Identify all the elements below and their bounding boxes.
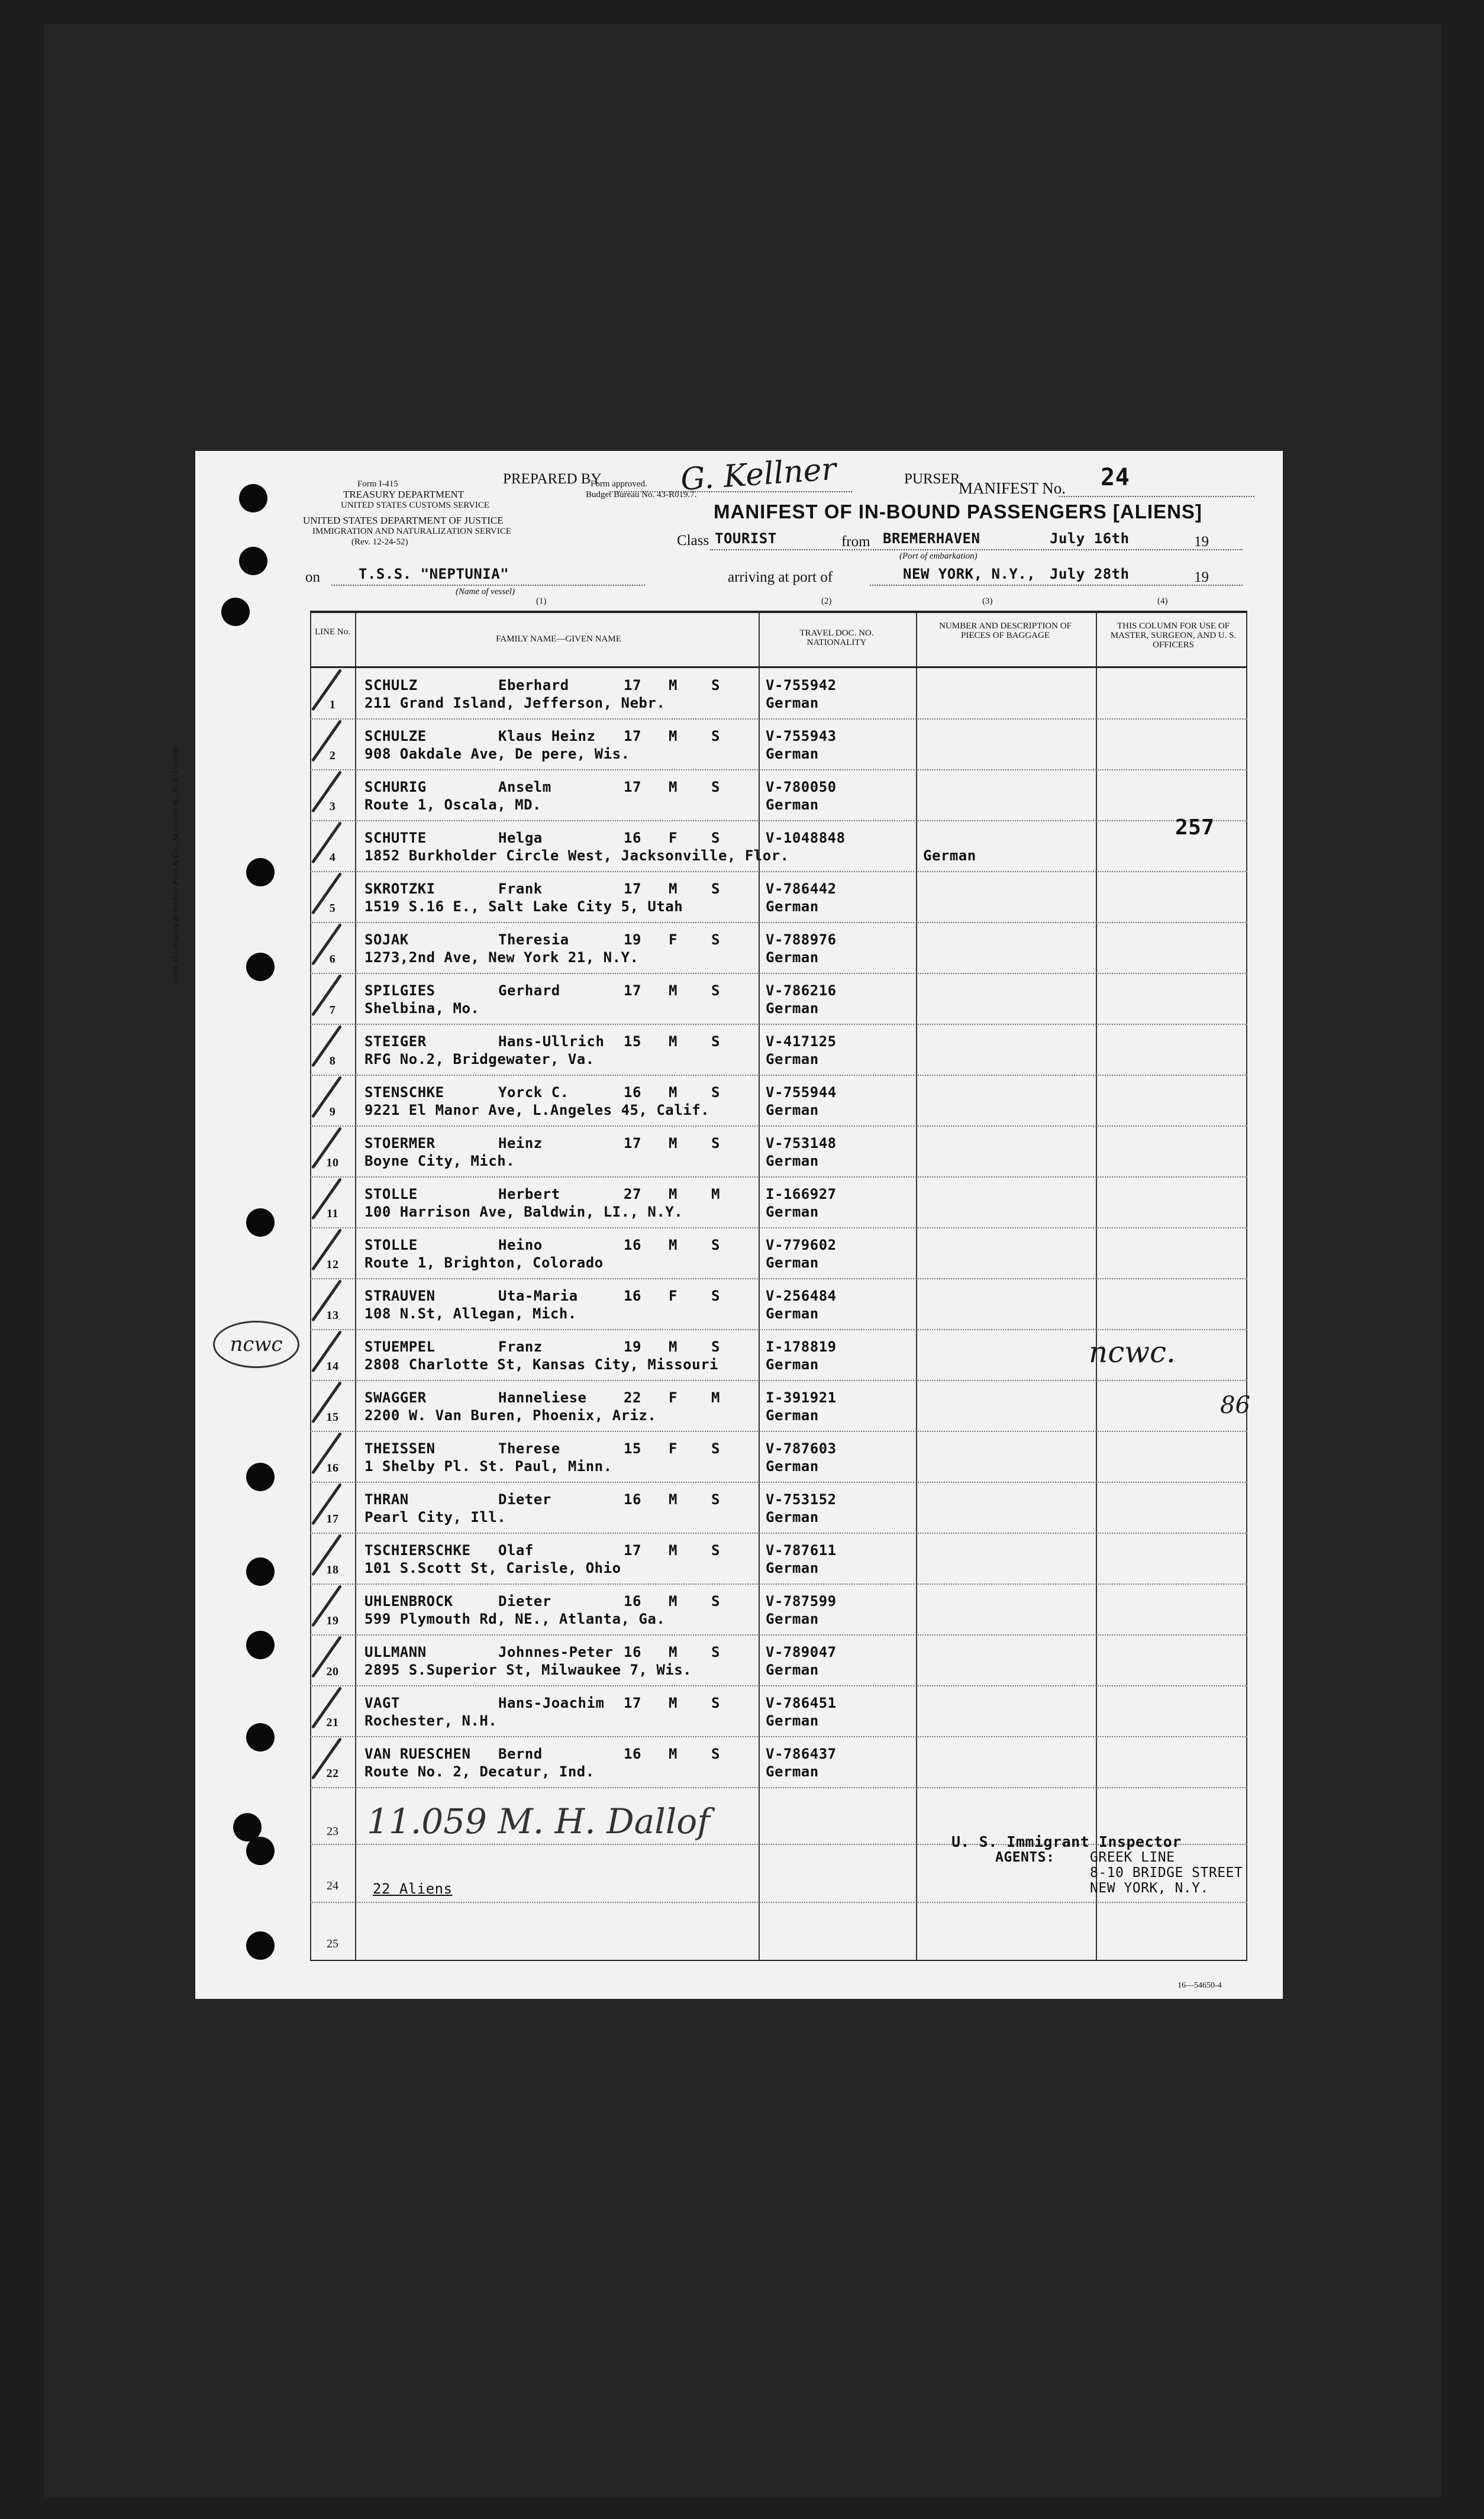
given-name: Therese [498, 1440, 560, 1457]
nationality: German [766, 1102, 819, 1118]
family-name: UHLENBROCK [364, 1593, 453, 1610]
address: RFG No.2, Bridgewater, Va. [364, 1051, 595, 1067]
punch-hole [221, 598, 250, 626]
table-row [310, 769, 1247, 821]
line-number: 18 [326, 1563, 339, 1576]
travel-doc-number: V-786451 [766, 1695, 837, 1711]
travel-doc-number: V-786442 [766, 880, 837, 897]
age: 17 [624, 1542, 641, 1559]
family-name: STOLLE [364, 1186, 418, 1202]
sex: M [669, 1491, 678, 1508]
table-row [310, 1380, 1247, 1432]
arrival-date: July 28th [1050, 566, 1130, 582]
marital-status: S [711, 1542, 720, 1559]
sex: M [669, 779, 678, 795]
marital-status: S [711, 1084, 720, 1101]
port-embark-caption: (Port of embarkation) [899, 551, 977, 561]
from-label: from [841, 534, 870, 550]
nationality: German [766, 695, 819, 711]
travel-doc-number: V-755942 [766, 677, 837, 694]
agent-line-2: 8-10 BRIDGE STREET [1090, 1865, 1243, 1881]
table-row [310, 1736, 1247, 1788]
age: 17 [624, 728, 641, 744]
address: 2200 W. Van Buren, Phoenix, Ariz. [364, 1407, 657, 1424]
marital-status: M [711, 1186, 720, 1202]
line-number: 23 [327, 1825, 338, 1838]
punch-hole [246, 1723, 275, 1752]
travel-doc-number: V-787599 [766, 1593, 837, 1610]
address: 1519 S.16 E., Salt Lake City 5, Utah [364, 898, 683, 915]
nationality: German [766, 1000, 819, 1017]
line-number: 11 [327, 1207, 338, 1220]
arrival-port: NEW YORK, N.Y., [903, 566, 1036, 582]
line-number: 22 [326, 1767, 339, 1780]
nationality: German [923, 847, 976, 864]
given-name: Johnnes-Peter [498, 1644, 614, 1660]
age: 27 [624, 1186, 641, 1202]
table-row [310, 922, 1247, 974]
agent-line-3: NEW YORK, N.Y. [1090, 1881, 1209, 1896]
line-number: 6 [329, 953, 336, 966]
sex: F [669, 1440, 678, 1457]
age: 17 [624, 1695, 641, 1711]
col-number-4: (4) [1157, 596, 1168, 606]
line-number: 25 [327, 1937, 338, 1950]
punch-hole [246, 1463, 275, 1491]
footer-code: 16—54650-4 [1177, 1981, 1222, 1990]
given-name: Franz [498, 1338, 543, 1355]
family-name: SCHURIG [364, 779, 427, 795]
marital-status: S [711, 1237, 720, 1253]
address: Rochester, N.H. [364, 1712, 498, 1729]
nationality: German [766, 1662, 819, 1678]
given-name: Gerhard [498, 982, 560, 999]
travel-doc-number: V-787611 [766, 1542, 837, 1559]
age: 22 [624, 1389, 641, 1406]
stamp-257: 257 [1175, 815, 1215, 840]
address: 108 N.St, Allegan, Mich. [364, 1305, 577, 1322]
nationality: German [766, 1254, 819, 1271]
address: 100 Harrison Ave, Baldwin, LI., N.Y. [364, 1204, 683, 1220]
travel-doc-number: I-391921 [766, 1389, 837, 1406]
header-officers: THIS COLUMN FOR USE OF MASTER, SURGEON, AND U. S. OFFICERS [1110, 621, 1237, 650]
line-number: 24 [327, 1879, 338, 1892]
sex: M [669, 1746, 678, 1762]
sex: M [669, 880, 678, 897]
nationality: German [766, 1356, 819, 1373]
header-line-no: LINE No. [315, 627, 350, 637]
punch-hole [246, 1631, 275, 1659]
travel-doc-number: V-753148 [766, 1135, 837, 1152]
year-19-a: 19 [1194, 534, 1209, 550]
family-name: ULLMANN [364, 1644, 427, 1660]
age: 17 [624, 1135, 641, 1152]
table-row [310, 1278, 1247, 1330]
age: 17 [624, 982, 641, 999]
departure-date: July 16th [1050, 530, 1130, 547]
table-row [310, 718, 1247, 770]
rev-line: (Rev. 12-24-52) [351, 537, 408, 547]
nationality: German [766, 1560, 819, 1576]
header-travel-doc: TRAVEL DOC. NO. NATIONALITY [799, 628, 874, 647]
manifest-line [1059, 496, 1254, 497]
sex: F [669, 931, 678, 948]
given-name: Anselm [498, 779, 551, 795]
travel-doc-number: V-755943 [766, 728, 837, 744]
given-name: Theresia [498, 931, 569, 948]
address: Route 1, Oscala, MD. [364, 796, 541, 813]
given-name: Hans-Joachim [498, 1695, 605, 1711]
line-number: 21 [326, 1716, 339, 1729]
table-row [310, 820, 1247, 872]
sex: M [669, 1237, 678, 1253]
sex: M [669, 1338, 678, 1355]
punch-hole [246, 1931, 275, 1960]
punch-hole [246, 1208, 275, 1237]
marital-status: S [711, 1033, 720, 1050]
table-row [310, 1533, 1247, 1585]
punch-hole [246, 953, 275, 981]
family-name: THRAN [364, 1491, 409, 1508]
given-name: Hans-Ullrich [498, 1033, 605, 1050]
given-name: Heino [498, 1237, 543, 1253]
age: 15 [624, 1440, 641, 1457]
nationality: German [766, 1712, 819, 1729]
travel-doc-number: V-789047 [766, 1644, 837, 1660]
age: 16 [624, 1644, 641, 1660]
customs-line: UNITED STATES CUSTOMS SERVICE [341, 501, 490, 510]
address: 2808 Charlotte St, Kansas City, Missouri [364, 1356, 718, 1373]
punch-hole [246, 1557, 275, 1586]
nationality: German [766, 949, 819, 966]
age: 17 [624, 880, 641, 897]
sex: M [669, 728, 678, 744]
table-row [310, 667, 1247, 720]
given-name: Bernd [498, 1746, 543, 1762]
address: Shelbina, Mo. [364, 1000, 480, 1017]
age: 19 [624, 1338, 641, 1355]
age: 19 [624, 931, 641, 948]
travel-doc-number: V-788976 [766, 931, 837, 948]
line-number: 17 [326, 1512, 339, 1525]
table-row [310, 1431, 1247, 1483]
form-approved: Form approved. [591, 479, 647, 489]
ins-line: IMMIGRATION AND NATURALIZATION SERVICE [312, 527, 511, 536]
given-name: Herbert [498, 1186, 560, 1202]
manifest-sheet [172, 451, 1283, 1999]
marital-status: S [711, 677, 720, 694]
marital-status: S [711, 1135, 720, 1152]
family-name: TSCHIERSCHKE [364, 1542, 471, 1559]
marital-status: S [711, 1491, 720, 1508]
table-header [310, 613, 1247, 668]
punch-hole [239, 484, 267, 512]
travel-doc-number: V-753152 [766, 1491, 837, 1508]
line-number: 10 [326, 1156, 339, 1169]
table-row [310, 1685, 1247, 1737]
inspector-label: U. S. Immigrant Inspector [951, 1833, 1182, 1850]
nationality: German [766, 746, 819, 762]
agent-line-1: GREEK LINE [1090, 1850, 1175, 1865]
age: 16 [624, 1237, 641, 1253]
family-name: SCHULZ [364, 677, 418, 694]
passenger-rows [310, 667, 1247, 1787]
nationality: German [766, 1305, 819, 1322]
header-name: FAMILY NAME—GIVEN NAME [496, 634, 621, 644]
note-86: 86 [1220, 1392, 1250, 1419]
vessel-line [331, 585, 645, 586]
table-row [310, 973, 1247, 1025]
travel-doc-number: I-178819 [766, 1338, 837, 1355]
given-name: Helga [498, 830, 543, 846]
arriving-label: arriving at port of [728, 569, 833, 585]
family-name: SCHULZE [364, 728, 427, 744]
line-number: 13 [326, 1309, 339, 1322]
agents-label: AGENTS: [995, 1850, 1055, 1865]
travel-doc-number: V-755944 [766, 1084, 837, 1101]
col-number-2: (2) [821, 596, 832, 606]
sex: F [669, 1288, 678, 1304]
marital-status: S [711, 728, 720, 744]
nationality: German [766, 1611, 819, 1627]
justice-line: UNITED STATES DEPARTMENT OF JUSTICE [303, 515, 504, 526]
manifest-table [310, 611, 1247, 1961]
sex: M [669, 1695, 678, 1711]
class-line [710, 549, 1243, 550]
nationality: German [766, 1204, 819, 1220]
marital-status: S [711, 1644, 720, 1660]
family-name: STUEMPEL [364, 1338, 435, 1355]
table-row [310, 871, 1247, 923]
given-name: Eberhard [498, 677, 569, 694]
class-label: Class [677, 533, 709, 549]
marital-status: S [711, 1695, 720, 1711]
marital-status: S [711, 1338, 720, 1355]
marital-status: S [711, 1746, 720, 1762]
age: 16 [624, 1593, 641, 1610]
col-number-3: (3) [982, 596, 993, 606]
table-row [310, 1024, 1247, 1076]
arrival-line [870, 585, 1243, 586]
family-name: SCHUTTE [364, 830, 427, 846]
table-row [310, 1227, 1247, 1279]
nationality: German [766, 1407, 819, 1424]
age: 16 [624, 1084, 641, 1101]
line-number: 3 [329, 800, 336, 813]
travel-doc-number: V-786437 [766, 1746, 837, 1762]
travel-doc-number: V-786216 [766, 982, 837, 999]
marital-status: M [711, 1389, 720, 1406]
address: 9221 El Manor Ave, L.Angeles 45, Calif. [364, 1102, 710, 1118]
printer-imprint: Form 11—Printed & Sold by Paris & Co., 24 Beaver St., N. Y. 1/61898 [172, 747, 180, 983]
age: 17 [624, 677, 641, 694]
prepared-by-label: PREPARED BY [503, 471, 602, 487]
address: 908 Oakdale Ave, De pere, Wis. [364, 746, 630, 762]
marital-status: S [711, 1288, 720, 1304]
table-row [310, 1125, 1247, 1178]
family-name: STOERMER [364, 1135, 435, 1152]
line-number: 2 [329, 749, 336, 762]
manifest-number: 24 [1101, 464, 1130, 491]
address: 101 S.Scott St, Carisle, Ohio [364, 1560, 621, 1576]
sex: M [669, 1135, 678, 1152]
address: 1 Shelby Pl. St. Paul, Minn. [364, 1458, 612, 1475]
vessel-caption: (Name of vessel) [456, 587, 515, 596]
address: Pearl City, Ill. [364, 1509, 507, 1525]
family-name: SOJAK [364, 931, 409, 948]
given-name: Frank [498, 880, 543, 897]
manifest-no-label: MANIFEST No. [959, 479, 1066, 497]
marital-status: S [711, 1440, 720, 1457]
age: 15 [624, 1033, 641, 1050]
given-name: Yorck C. [498, 1084, 569, 1101]
line-number: 4 [329, 851, 336, 864]
given-name: Olaf [498, 1542, 534, 1559]
from-port: BREMERHAVEN [883, 530, 980, 547]
address: 2895 S.Superior St, Milwaukee 7, Wis. [364, 1662, 692, 1678]
sex: M [669, 1084, 678, 1101]
sex: M [669, 1644, 678, 1660]
family-name: SPILGIES [364, 982, 435, 999]
travel-doc-number: V-787603 [766, 1440, 837, 1457]
aliens-count: 22 Aliens [373, 1881, 453, 1897]
age: 16 [624, 1491, 641, 1508]
family-name: SWAGGER [364, 1389, 427, 1406]
table-row [310, 1482, 1247, 1534]
table-row [310, 1902, 1247, 1960]
family-name: STRAUVEN [364, 1288, 435, 1304]
ncwc-note: ncwc. [1089, 1335, 1176, 1369]
line-number: 8 [329, 1054, 336, 1067]
travel-doc-number: V-779602 [766, 1237, 837, 1253]
marital-status: S [711, 880, 720, 897]
table-row [310, 1634, 1247, 1686]
nationality: German [766, 796, 819, 813]
line-number: 19 [326, 1614, 339, 1627]
col-number-1: (1) [536, 596, 547, 606]
address: Route No. 2, Decatur, Ind. [364, 1763, 595, 1780]
address: Boyne City, Mich. [364, 1153, 515, 1169]
punch-hole [246, 1837, 275, 1865]
line-number: 16 [326, 1462, 339, 1475]
given-name: Klaus Heinz [498, 728, 596, 744]
given-name: Heinz [498, 1135, 543, 1152]
age: 16 [624, 830, 641, 846]
line-number: 14 [326, 1360, 339, 1373]
line-number: 15 [326, 1411, 339, 1424]
marital-status: S [711, 931, 720, 948]
line-number: 20 [326, 1665, 339, 1678]
address: 599 Plymouth Rd, NE., Atlanta, Ga. [364, 1611, 666, 1627]
punch-hole [239, 547, 267, 575]
prepared-by-signature: G. Kellner [679, 451, 838, 498]
sex: F [669, 830, 678, 846]
manifest-title: MANIFEST OF IN-BOUND PASSENGERS [ALIENS] [714, 501, 1202, 522]
family-name: VAGT [364, 1695, 400, 1711]
on-label: on [305, 569, 320, 585]
given-name: Dieter [498, 1491, 551, 1508]
family-name: STENSCHKE [364, 1084, 444, 1101]
travel-doc-number: V-1048848 [766, 830, 846, 846]
marital-status: S [711, 830, 720, 846]
nationality: German [766, 1763, 819, 1780]
purser-label: PURSER [904, 471, 960, 487]
table-row [310, 1583, 1247, 1636]
given-name: Dieter [498, 1593, 551, 1610]
line-number: 1 [329, 698, 336, 711]
family-name: STEIGER [364, 1033, 427, 1050]
family-name: SKROTZKI [364, 880, 435, 897]
marital-status: S [711, 982, 720, 999]
address: Route 1, Brighton, Colorado [364, 1254, 604, 1271]
family-name: THEISSEN [364, 1440, 435, 1457]
age: 16 [624, 1746, 641, 1762]
sex: M [669, 982, 678, 999]
vessel-name: T.S.S. "NEPTUNIA" [359, 566, 509, 582]
travel-doc-number: V-417125 [766, 1033, 837, 1050]
family-name: VAN RUESCHEN [364, 1746, 471, 1762]
line-number: 7 [329, 1004, 336, 1017]
nationality: German [766, 1153, 819, 1169]
budget-bureau: Budget Bureau No. 43-R019.7. [586, 490, 697, 499]
marital-status: S [711, 1593, 720, 1610]
travel-doc-number: V-780050 [766, 779, 837, 795]
nationality: German [766, 1051, 819, 1067]
sex: M [669, 1542, 678, 1559]
sex: F [669, 1389, 678, 1406]
form-number: Form I-415 [357, 479, 398, 489]
nationality: German [766, 1509, 819, 1525]
header-baggage: NUMBER AND DESCRIPTION OF PIECES OF BAGGAGE [939, 621, 1072, 640]
address: 1273,2nd Ave, New York 21, N.Y. [364, 949, 639, 966]
line-number: 5 [329, 902, 336, 915]
punch-hole [246, 858, 275, 886]
sex: M [669, 1593, 678, 1610]
travel-doc-number: I-166927 [766, 1186, 837, 1202]
given-name: Uta-Maria [498, 1288, 578, 1304]
travel-doc-number: V-256484 [766, 1288, 837, 1304]
treasury-line: TREASURY DEPARTMENT [343, 489, 464, 500]
sex: M [669, 677, 678, 694]
address: 211 Grand Island, Jefferson, Nebr. [364, 695, 666, 711]
family-name: STOLLE [364, 1237, 418, 1253]
address: 1852 Burkholder Circle West, Jacksonville, Flor. [364, 847, 789, 864]
inspector-signature: 11.059 M. H. Dallof [367, 1801, 710, 1841]
class-value: TOURIST [715, 530, 777, 547]
age: 17 [624, 779, 641, 795]
sex: M [669, 1033, 678, 1050]
line-number: 12 [326, 1258, 339, 1271]
table-row [310, 1176, 1247, 1228]
nationality: German [766, 1458, 819, 1475]
nationality: German [766, 898, 819, 915]
sex: M [669, 1186, 678, 1202]
ncwc-margin-stamp: ncwc [213, 1321, 299, 1368]
given-name: Hanneliese [498, 1389, 587, 1406]
year-19-b: 19 [1194, 569, 1209, 585]
marital-status: S [711, 779, 720, 795]
age: 16 [624, 1288, 641, 1304]
table-row [310, 1075, 1247, 1127]
line-number: 9 [329, 1105, 336, 1118]
